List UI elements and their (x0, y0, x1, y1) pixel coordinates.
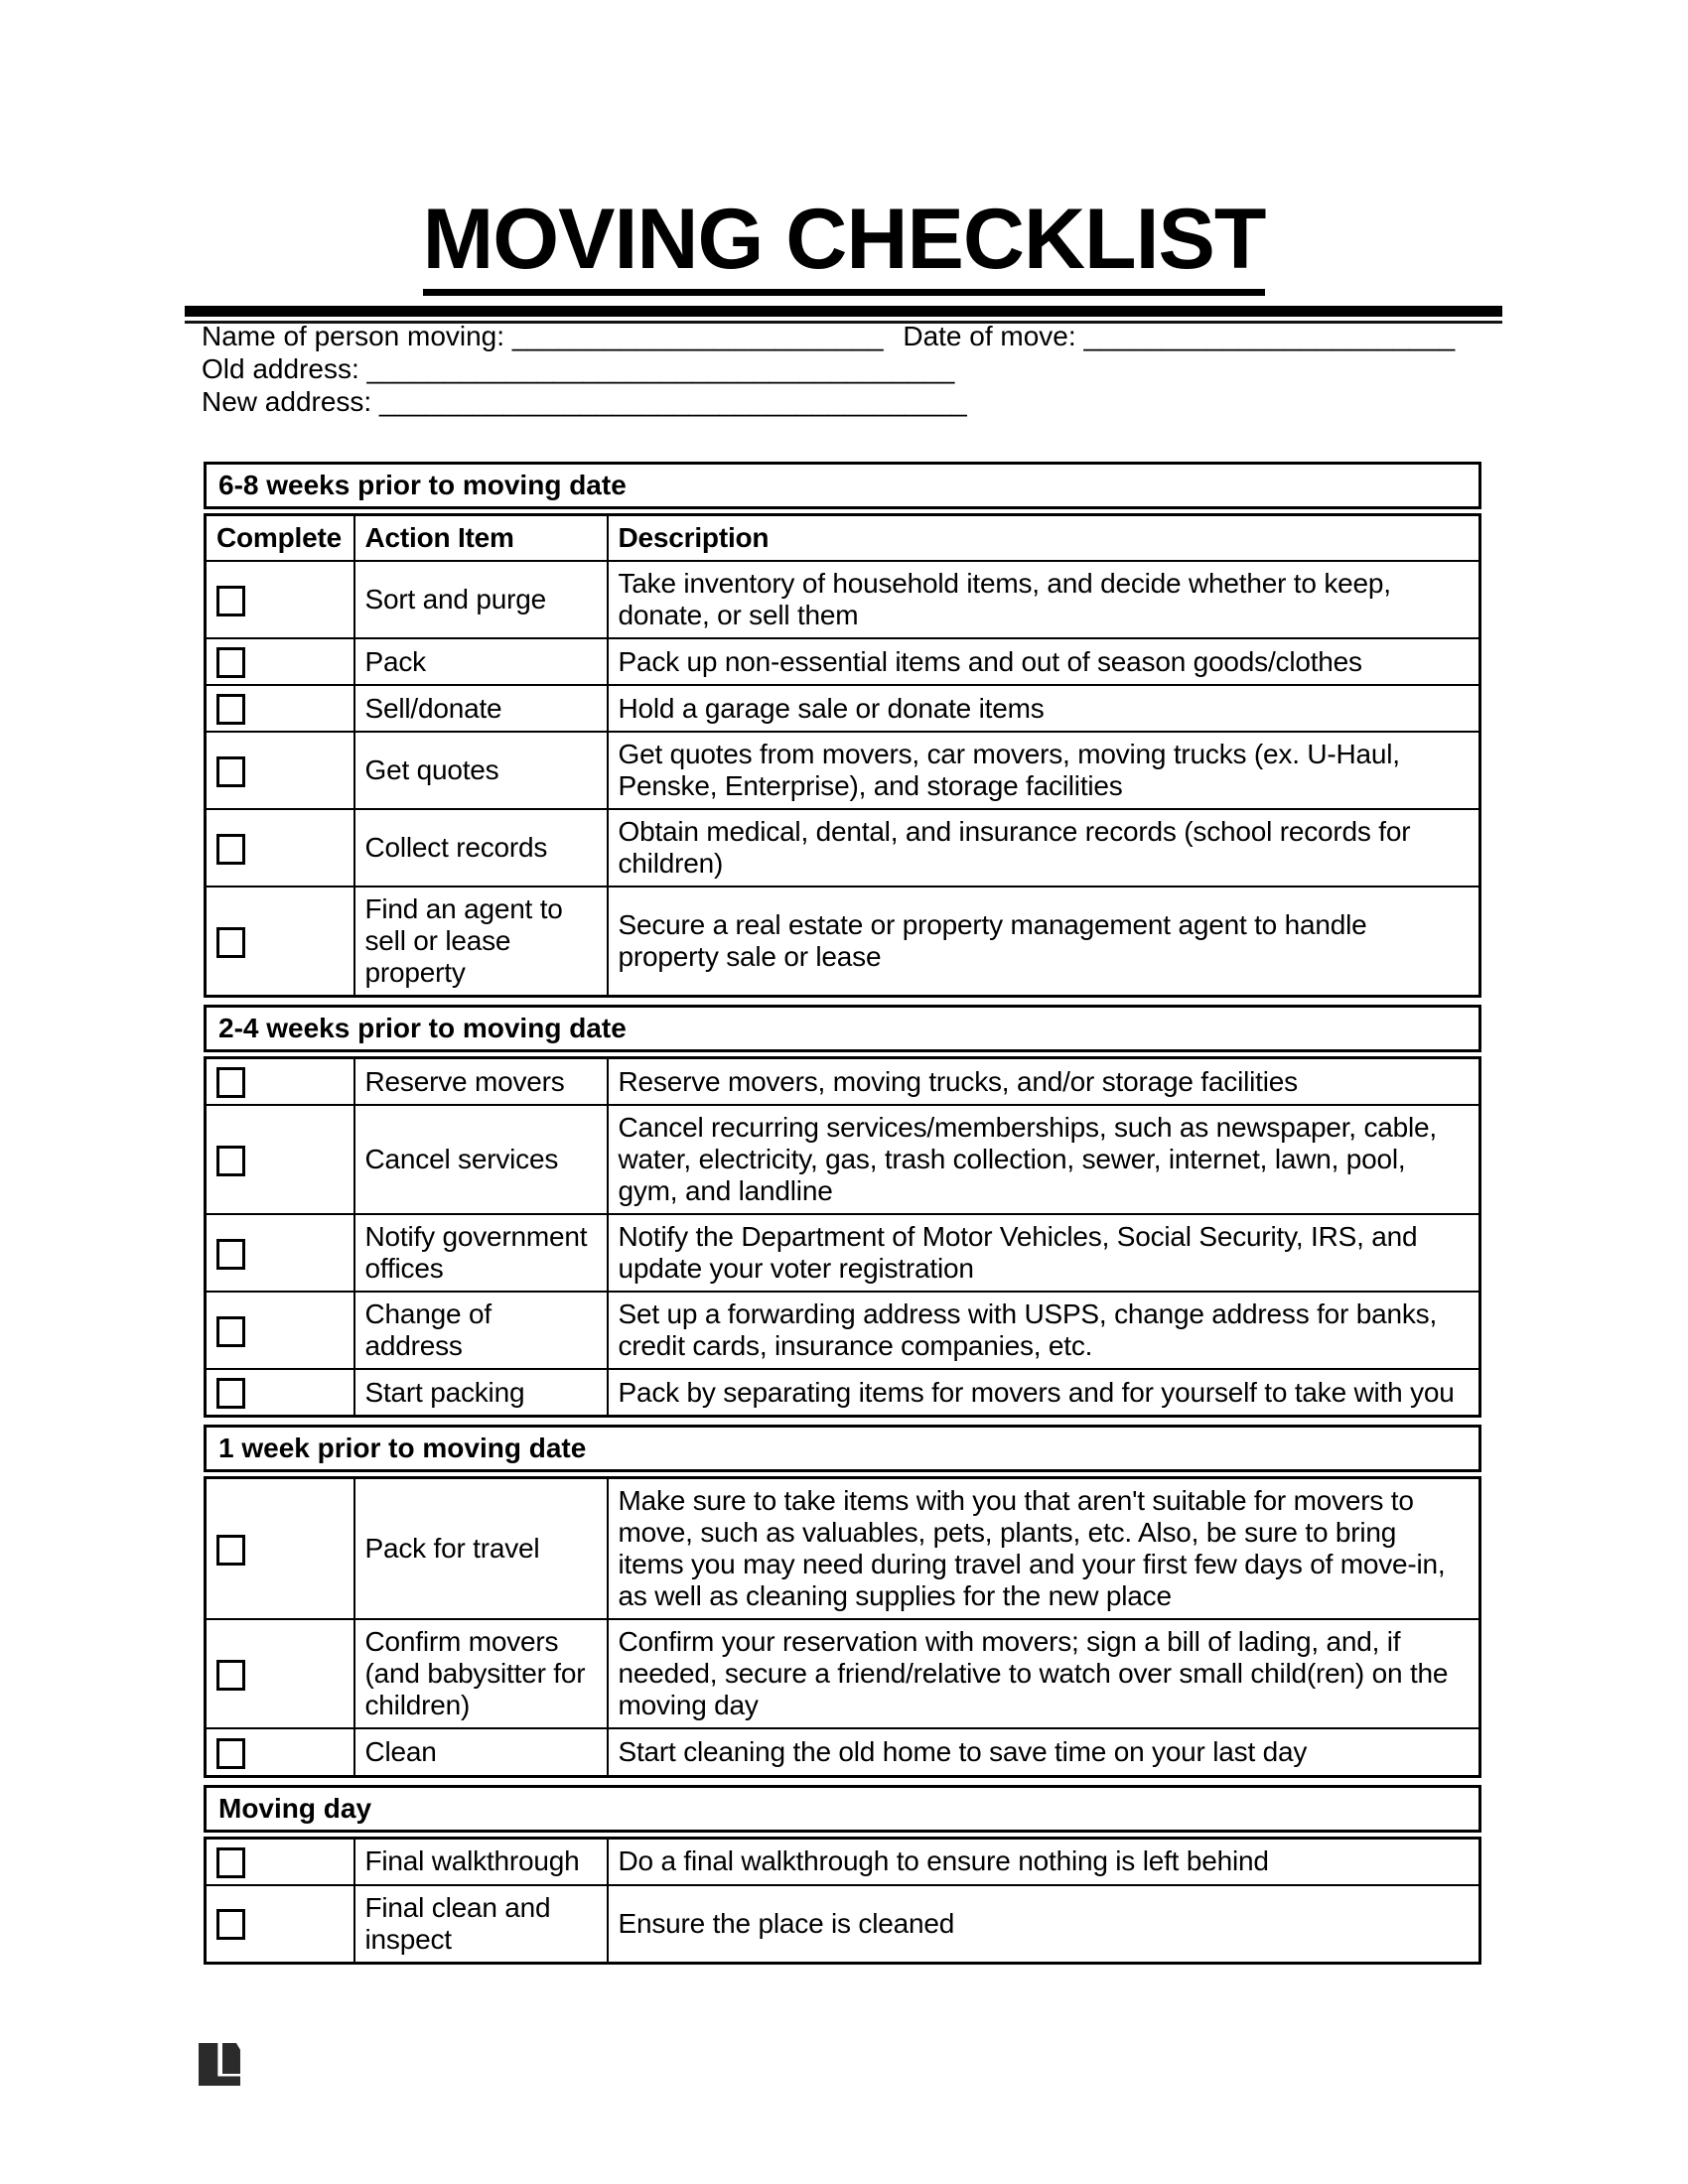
checklist (204, 462, 1481, 1972)
description-cell: Ensure the place is cleaned (608, 1885, 1480, 1964)
complete-checkbox[interactable] (216, 927, 245, 958)
table-row (206, 1478, 1480, 1620)
description-cell: Take inventory of household items, and decide whether to keep, donate, or sell them (608, 561, 1480, 638)
intro-form (202, 320, 1512, 418)
complete-checkbox[interactable] (216, 1378, 245, 1409)
complete-cell (206, 1058, 354, 1106)
action-item-cell: Final clean and inspect (354, 1885, 608, 1964)
title-rule-thick (185, 306, 1502, 317)
table-row (206, 1105, 1480, 1214)
complete-cell (206, 1619, 354, 1728)
action-item-cell: Notify government offices (354, 1214, 608, 1292)
complete-checkbox[interactable] (216, 1316, 245, 1347)
name-of-person-blank[interactable]: ________________________ (511, 321, 884, 351)
section-header: Moving day (204, 1785, 1481, 1833)
complete-cell (206, 1728, 354, 1776)
old-address-label: Old address: (202, 353, 359, 384)
complete-checkbox[interactable] (216, 1847, 245, 1878)
description-cell: Get quotes from movers, car movers, moving trucks (ex. U-Haul, Penske, Enterprise), and storage facilities (608, 732, 1480, 809)
column-header-row (206, 515, 1480, 562)
action-item-cell: Sort and purge (354, 561, 608, 638)
table-row (206, 732, 1480, 809)
description-cell: Set up a forwarding address with USPS, change address for banks, credit cards, insurance companies, etc. (608, 1292, 1480, 1369)
action-item-cell: Collect records (354, 809, 608, 887)
action-item-cell: Sell/donate (354, 685, 608, 732)
table-row (206, 1838, 1480, 1885)
action-item-cell: Final walkthrough (354, 1838, 608, 1885)
description-cell: Do a final walkthrough to ensure nothing is left behind (608, 1838, 1480, 1885)
section-table (204, 1056, 1481, 1418)
action-item-cell: Pack for travel (354, 1478, 608, 1620)
complete-checkbox[interactable] (216, 694, 245, 725)
action-item-cell: Get quotes (354, 732, 608, 809)
complete-cell (206, 638, 354, 685)
action-item-cell: Cancel services (354, 1105, 608, 1214)
table-row (206, 685, 1480, 732)
complete-cell (206, 561, 354, 638)
complete-checkbox[interactable] (216, 834, 245, 865)
complete-checkbox[interactable] (216, 1239, 245, 1270)
complete-checkbox[interactable] (216, 756, 245, 787)
complete-cell (206, 1885, 354, 1964)
section-header: 1 week prior to moving date (204, 1425, 1481, 1472)
complete-cell (206, 1214, 354, 1292)
complete-cell (206, 1478, 354, 1620)
description-cell: Secure a real estate or property management agent to handle property sale or lease (608, 887, 1480, 997)
table-row (206, 809, 1480, 887)
section-table (204, 1837, 1481, 1965)
complete-cell (206, 1369, 354, 1417)
description-cell: Cancel recurring services/memberships, such as newspaper, cable, water, electricity, gas, trash collection, sewer, internet, lawn, pool, gym, and landline (608, 1105, 1480, 1214)
section-header: 6-8 weeks prior to moving date (204, 462, 1481, 509)
legal-templates-logo (199, 2043, 240, 2086)
complete-checkbox[interactable] (216, 1660, 245, 1691)
complete-checkbox[interactable] (216, 1738, 245, 1769)
complete-cell (206, 732, 354, 809)
table-row (206, 638, 1480, 685)
table-row (206, 1292, 1480, 1369)
description-cell: Confirm your reservation with movers; sign a bill of lading, and, if needed, secure a friend/relative to watch over small child(ren) on the moving day (608, 1619, 1480, 1728)
section-table (204, 1476, 1481, 1777)
complete-checkbox[interactable] (216, 1909, 245, 1940)
description-cell: Make sure to take items with you that aren't suitable for movers to move, such as valuables, pets, plants, etc. Also, be sure to bring items you may need during travel and your first few days of move-in, as well as cleaning supplies for the new place (608, 1478, 1480, 1620)
table-row (206, 1885, 1480, 1964)
table-row (206, 1619, 1480, 1728)
old-address-blank[interactable]: ______________________________________ (366, 353, 955, 384)
action-item-cell: Clean (354, 1728, 608, 1776)
description-cell: Pack up non-essential items and out of season goods/clothes (608, 638, 1480, 685)
name-of-person-label: Name of person moving: (202, 321, 505, 351)
description-cell: Obtain medical, dental, and insurance records (school records for children) (608, 809, 1480, 887)
action-item-cell: Confirm movers (and babysitter for children) (354, 1619, 608, 1728)
complete-cell (206, 1292, 354, 1369)
form-line-new-address (202, 385, 1512, 418)
column-header: Complete (206, 515, 354, 562)
description-cell: Pack by separating items for movers and for yourself to take with you (608, 1369, 1480, 1417)
action-item-cell: Reserve movers (354, 1058, 608, 1106)
table-row (206, 1214, 1480, 1292)
action-item-cell: Pack (354, 638, 608, 685)
table-row (206, 1369, 1480, 1417)
complete-cell (206, 1105, 354, 1214)
logo-document-shape (222, 2043, 240, 2074)
form-line-name-date (202, 320, 1512, 352)
complete-checkbox[interactable] (216, 1146, 245, 1176)
action-item-cell: Find an agent to sell or lease property (354, 887, 608, 997)
complete-checkbox[interactable] (216, 1535, 245, 1566)
description-cell: Reserve movers, moving trucks, and/or storage facilities (608, 1058, 1480, 1106)
section-table (204, 513, 1481, 998)
description-cell: Hold a garage sale or donate items (608, 685, 1480, 732)
title-block (0, 192, 1688, 296)
column-header: Description (608, 515, 1480, 562)
complete-cell (206, 1838, 354, 1885)
table-row (206, 887, 1480, 997)
date-of-move-label: Date of move: (903, 321, 1076, 351)
description-cell: Notify the Department of Motor Vehicles, Social Security, IRS, and update your voter registration (608, 1214, 1480, 1292)
table-row (206, 561, 1480, 638)
page-title: MOVING CHECKLIST (423, 197, 1266, 296)
complete-checkbox[interactable] (216, 586, 245, 616)
form-line-old-address (202, 352, 1512, 385)
complete-checkbox[interactable] (216, 647, 245, 678)
action-item-cell: Change of address (354, 1292, 608, 1369)
complete-checkbox[interactable] (216, 1067, 245, 1098)
table-row (206, 1728, 1480, 1776)
table-row (206, 1058, 1480, 1106)
complete-cell (206, 887, 354, 997)
date-of-move-blank[interactable]: ________________________ (1083, 321, 1456, 351)
action-item-cell: Start packing (354, 1369, 608, 1417)
section-header: 2-4 weeks prior to moving date (204, 1005, 1481, 1052)
column-header: Action Item (354, 515, 608, 562)
complete-cell (206, 685, 354, 732)
description-cell: Start cleaning the old home to save time on your last day (608, 1728, 1480, 1776)
new-address-label: New address: (202, 386, 372, 417)
new-address-blank[interactable]: ______________________________________ (378, 386, 967, 417)
complete-cell (206, 809, 354, 887)
